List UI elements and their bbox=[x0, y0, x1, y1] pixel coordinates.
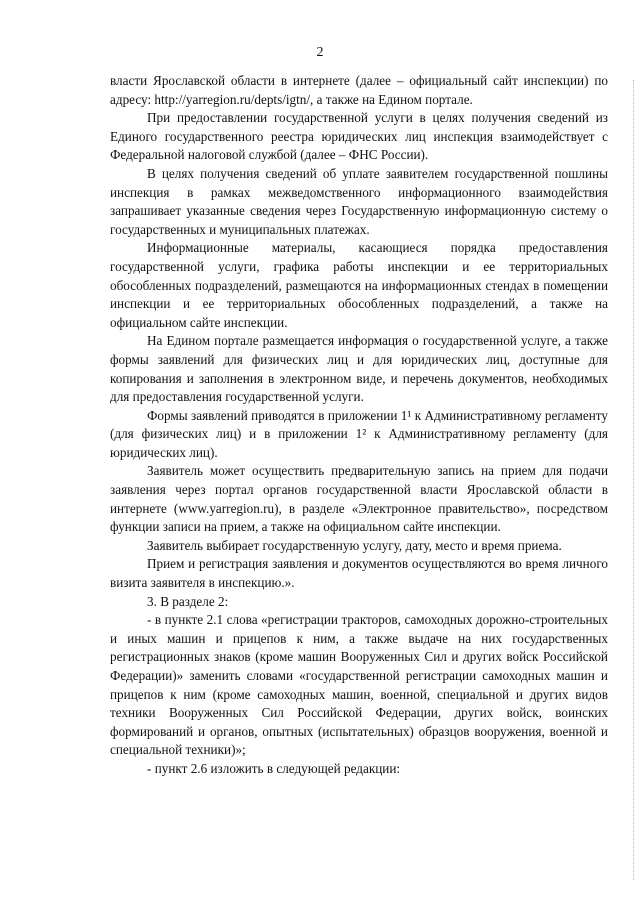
page-number: 2 bbox=[316, 45, 324, 60]
paragraph: В целях получения сведений об уплате заявителем государственной пошлины инспекция в рамках межведомственного информационного взаимодействия запрашивает указанные сведения через Государственную информационную систему о государственных и муниципальных платежах. bbox=[110, 165, 608, 237]
paragraph: Заявитель выбирает государственную услугу, дату, место и время приема. bbox=[147, 537, 562, 553]
paragraph: Информационные материалы, касающиеся порядка предоставления государственной услуги, графика работы инспекции и ее территориальных обособленных подразделений, размещаются на информационных стендах в помещении инспекции и ее территориальных обособленных подразделений, а также на официальном сайте инспекции. bbox=[110, 240, 608, 330]
paragraph: При предоставлении государственной услуги в целях получения сведений из Единого государственного реестра юридических лиц инспекция взаимодействует с Федеральной налоговой службой (далее – ФНС России). bbox=[110, 110, 608, 163]
paragraph: - пункт 2.6 изложить в следующей редакции: bbox=[147, 760, 401, 776]
paragraph: власти Ярославской области в интернете (далее – официальный сайт инспекции) по адресу: http://yarregion.ru/depts/igtn/, а также на Едином портале. bbox=[110, 73, 608, 107]
paragraph: Заявитель может осуществить предварительную запись на прием для подачи заявления через портал органов государственной власти Ярославской области в интернете (www.yarregion.ru), в разделе «Электронное правительство», посредством функции записи на прием, а также на официальном сайте инспекции. bbox=[110, 463, 608, 535]
paragraph: - в пункте 2.1 слова «регистрации тракторов, самоходных дорожно-строительных и иных машин и прицепов к ним, а также выдаче на них государственных регистрационных знаков (кроме машин Вооруженных Сил и других войск Российской Федерации)» заменить словами «государственной регистрации самоходных машин и прицепов к ним (кроме самоходных машин, военной, специальной и других видов техники Вооруженных Сил Российской Федерации, других войск, воинских формирований и органов, опытных (испытательных) образцов вооружения, военной и специальной техники)»; bbox=[110, 612, 608, 758]
document-body bbox=[110, 72, 608, 779]
paragraph: Прием и регистрация заявления и документов осуществляются во время личного визита заявителя в инспекцию.». bbox=[110, 556, 608, 591]
scan-edge-mark bbox=[632, 80, 634, 880]
paragraph: Формы заявлений приводятся в приложении 1¹ к Административному регламенту (для физических лиц) и в приложении 1² к Административному регламенту (для юридических лиц). bbox=[110, 407, 608, 460]
paragraph: На Едином портале размещается информация о государственной услуге, а также формы заявлений для физических лиц и для юридических лиц, доступные для копирования и заполнения в электронном виде, и перечень документов, необходимых для предоставления государственной услуги. bbox=[110, 333, 608, 405]
paragraph: 3. В разделе 2: bbox=[147, 593, 229, 609]
